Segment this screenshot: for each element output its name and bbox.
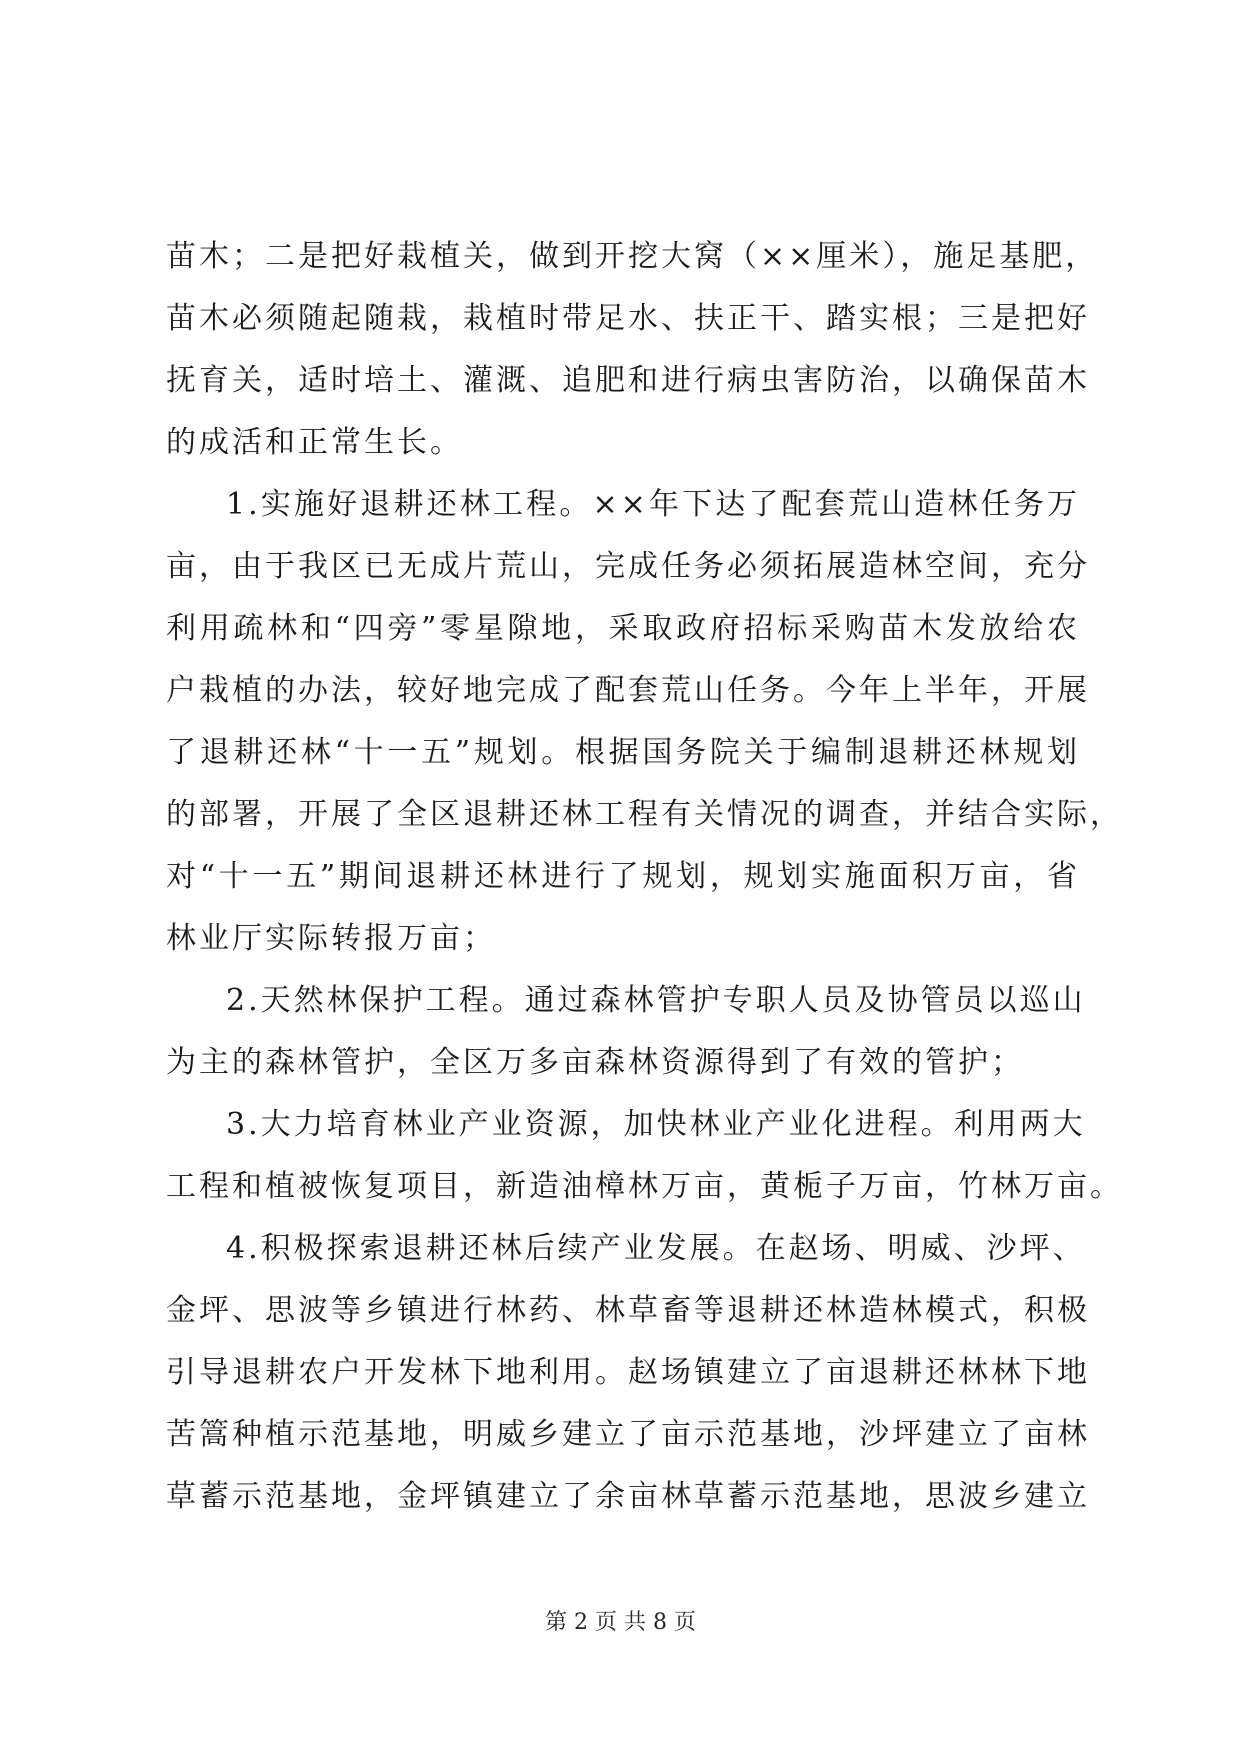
text-line: 林业厅实际转报万亩； (166, 921, 496, 956)
text-line: 工程和植被恢复项目，新造油樟林万亩，黄栀子万亩，竹林万亩。 (166, 1169, 1123, 1204)
text-line: 为主的森林管护，全区万多亩森林资源得到了有效的管护； (166, 1045, 1024, 1080)
text-line: 了退耕还林“十一五”规划。根据国务院关于编制退耕还林规划 (166, 735, 1080, 770)
text-line: 的成活和正常生长。 (166, 425, 463, 460)
text-line: 亩，由于我区已无成片荒山，完成任务必须拓展造林空间，充分 (166, 549, 1090, 584)
text-line: 3.大力培育林业产业资源，加快林业产业化进程。利用两大 (226, 1107, 1086, 1142)
text-line: 2.天然林保护工程。通过森林管护专职人员及协管员以巡山 (226, 983, 1086, 1018)
text-line: 4.积极探索退耕还林后续产业发展。在赵场、明威、沙坪、 (226, 1231, 1086, 1266)
text-line: 1.实施好退耕还林工程。××年下达了配套荒山造林任务万 (226, 487, 1080, 522)
text-line: 苗木；二是把好栽植关，做到开挖大窝（××厘米），施足基肥， (166, 239, 1099, 274)
text-line: 草蓄示范基地，金坪镇建立了余亩林草蓄示范基地，思波乡建立 (166, 1479, 1090, 1514)
text-line: 利用疏林和“四旁”零星隙地，采取政府招标采购苗木发放给农 (166, 611, 1080, 646)
text-line: 苗木必须随起随栽，栽植时带足水、扶正干、踏实根；三是把好 (166, 301, 1090, 336)
text-line: 户栽植的办法，较好地完成了配套荒山任务。今年上半年，开展 (166, 673, 1090, 708)
text-line: 苦篙种植示范基地，明威乡建立了亩示范基地，沙坪建立了亩林 (166, 1417, 1090, 1452)
text-line: 抚育关，适时培土、灌溉、追肥和进行病虫害防治，以确保苗木 (166, 363, 1090, 398)
text-line: 引导退耕农户开发林下地利用。赵场镇建立了亩退耕还林林下地 (166, 1355, 1090, 1390)
text-line: 金坪、思波等乡镇进行林药、林草畜等退耕还林造林模式，积极 (166, 1293, 1090, 1328)
text-line: 对“十一五”期间退耕还林进行了规划，规划实施面积万亩，省 (166, 859, 1080, 894)
text-line: 的部署，开展了全区退耕还林工程有关情况的调查，并结合实际， (166, 797, 1123, 832)
document-body (166, 226, 1123, 1528)
page-footer: 第 2 页 共 8 页 (545, 1610, 696, 1635)
